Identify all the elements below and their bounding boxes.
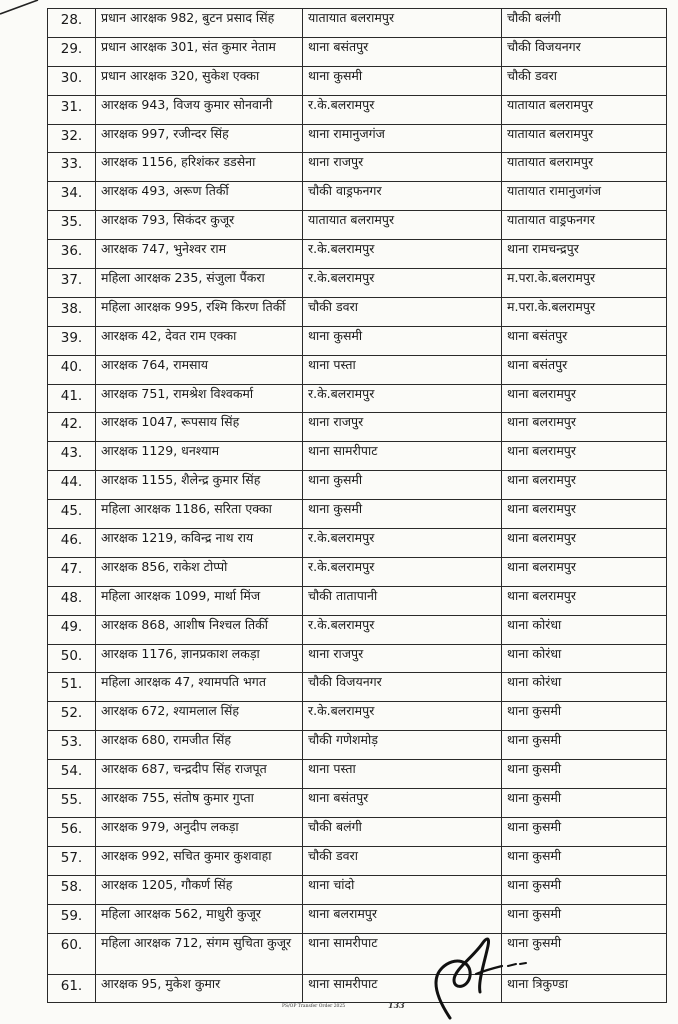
table-row bbox=[48, 153, 667, 182]
employee-name-cell: आरक्षक 755, संतोष कुमार गुप्ता bbox=[96, 789, 303, 818]
table-row bbox=[48, 66, 667, 95]
employee-name-cell: आरक्षक 1047, रूपसाय सिंह bbox=[96, 413, 303, 442]
from-post-cell: चौकी डवरा bbox=[303, 297, 502, 326]
from-post-cell: थाना कुसमी bbox=[303, 500, 502, 529]
serial-number-cell: 32. bbox=[48, 124, 96, 153]
serial-number-cell: 41. bbox=[48, 384, 96, 413]
serial-number-cell: 36. bbox=[48, 240, 96, 269]
serial-number-cell: 55. bbox=[48, 789, 96, 818]
table-row bbox=[48, 500, 667, 529]
from-post-cell: थाना बसंतपुर bbox=[303, 37, 502, 66]
to-post-cell: थाना कुसमी bbox=[502, 817, 667, 846]
serial-number-cell: 50. bbox=[48, 644, 96, 673]
serial-number-cell: 54. bbox=[48, 760, 96, 789]
serial-number-cell: 34. bbox=[48, 182, 96, 211]
table-row bbox=[48, 846, 667, 875]
to-post-cell: थाना रामचन्द्रपुर bbox=[502, 240, 667, 269]
serial-number-cell: 49. bbox=[48, 615, 96, 644]
to-post-cell: थाना कोरंधा bbox=[502, 673, 667, 702]
employee-name-cell: आरक्षक 793, सिकंदर कुजूर bbox=[96, 211, 303, 240]
employee-name-cell: महिला आरक्षक 995, रश्मि किरण तिर्की bbox=[96, 297, 303, 326]
serial-number-cell: 45. bbox=[48, 500, 96, 529]
from-post-cell: थाना पस्ता bbox=[303, 760, 502, 789]
employee-name-cell: आरक्षक 997, रजीन्दर सिंह bbox=[96, 124, 303, 153]
employee-name-cell: प्रधान आरक्षक 301, संत कुमार नेताम bbox=[96, 37, 303, 66]
employee-name-cell: आरक्षक 747, भुनेश्वर राम bbox=[96, 240, 303, 269]
serial-number-cell: 53. bbox=[48, 731, 96, 760]
serial-number-cell: 46. bbox=[48, 529, 96, 558]
transfer-table-body bbox=[48, 9, 667, 1003]
employee-name-cell: आरक्षक 1155, शैलेन्द्र कुमार सिंह bbox=[96, 471, 303, 500]
to-post-cell: म.परा.के.बलरामपुर bbox=[502, 297, 667, 326]
from-post-cell: थाना राजपुर bbox=[303, 153, 502, 182]
serial-number-cell: 43. bbox=[48, 442, 96, 471]
from-post-cell: थाना बलरामपुर bbox=[303, 904, 502, 933]
to-post-cell: यातायात वाड्रफनगर bbox=[502, 211, 667, 240]
table-row bbox=[48, 615, 667, 644]
employee-name-cell: आरक्षक 943, विजय कुमार सोनवानी bbox=[96, 95, 303, 124]
from-post-cell: चौकी गणेशमोड़ bbox=[303, 731, 502, 760]
to-post-cell: थाना कुसमी bbox=[502, 789, 667, 818]
from-post-cell: थाना कुसमी bbox=[303, 326, 502, 355]
table-row bbox=[48, 974, 667, 1003]
employee-name-cell: आरक्षक 1219, कविन्द्र नाथ राय bbox=[96, 529, 303, 558]
serial-number-cell: 33. bbox=[48, 153, 96, 182]
to-post-cell: थाना कुसमी bbox=[502, 702, 667, 731]
serial-number-cell: 38. bbox=[48, 297, 96, 326]
to-post-cell: थाना कुसमी bbox=[502, 933, 667, 974]
to-post-cell: थाना कुसमी bbox=[502, 731, 667, 760]
from-post-cell: चौकी वाड्रफनगर bbox=[303, 182, 502, 211]
employee-name-cell: आरक्षक 1205, गौकर्ण सिंह bbox=[96, 875, 303, 904]
employee-name-cell: प्रधान आरक्षक 982, बुटन प्रसाद सिंह bbox=[96, 9, 303, 38]
serial-number-cell: 51. bbox=[48, 673, 96, 702]
from-post-cell: थाना सामरीपाट bbox=[303, 933, 502, 974]
from-post-cell: र.के.बलरामपुर bbox=[303, 269, 502, 298]
table-row bbox=[48, 384, 667, 413]
to-post-cell: चौकी बलंगी bbox=[502, 9, 667, 38]
employee-name-cell: आरक्षक 95, मुकेश कुमार bbox=[96, 974, 303, 1003]
table-row bbox=[48, 95, 667, 124]
from-post-cell: चौकी बलंगी bbox=[303, 817, 502, 846]
serial-number-cell: 39. bbox=[48, 326, 96, 355]
from-post-cell: थाना पस्ता bbox=[303, 355, 502, 384]
from-post-cell: थाना चांदो bbox=[303, 875, 502, 904]
to-post-cell: यातायात बलरामपुर bbox=[502, 153, 667, 182]
employee-name-cell: आरक्षक 868, आशीष निश्चल तिर्की bbox=[96, 615, 303, 644]
transfer-table bbox=[47, 8, 667, 1003]
to-post-cell: थाना कुसमी bbox=[502, 875, 667, 904]
serial-number-cell: 31. bbox=[48, 95, 96, 124]
employee-name-cell: आरक्षक 42, देवत राम एक्का bbox=[96, 326, 303, 355]
to-post-cell: थाना कुसमी bbox=[502, 904, 667, 933]
table-row bbox=[48, 760, 667, 789]
from-post-cell: र.के.बलरामपुर bbox=[303, 384, 502, 413]
employee-name-cell: महिला आरक्षक 712, संगम सुचिता कुजूर bbox=[96, 933, 303, 974]
to-post-cell: थाना बलरामपुर bbox=[502, 586, 667, 615]
employee-name-cell: आरक्षक 493, अरूण तिर्की bbox=[96, 182, 303, 211]
to-post-cell: चौकी विजयनगर bbox=[502, 37, 667, 66]
serial-number-cell: 59. bbox=[48, 904, 96, 933]
table-row bbox=[48, 9, 667, 38]
from-post-cell: यातायात बलरामपुर bbox=[303, 9, 502, 38]
to-post-cell: थाना त्रिकुण्डा bbox=[502, 974, 667, 1003]
employee-name-cell: आरक्षक 856, राकेश टोप्पो bbox=[96, 557, 303, 586]
employee-name-cell: आरक्षक 764, रामसाय bbox=[96, 355, 303, 384]
serial-number-cell: 60. bbox=[48, 933, 96, 974]
from-post-cell: यातायात बलरामपुर bbox=[303, 211, 502, 240]
table-row bbox=[48, 37, 667, 66]
employee-name-cell: आरक्षक 672, श्यामलाल सिंह bbox=[96, 702, 303, 731]
from-post-cell: चौकी विजयनगर bbox=[303, 673, 502, 702]
serial-number-cell: 42. bbox=[48, 413, 96, 442]
to-post-cell: थाना कोरंधा bbox=[502, 615, 667, 644]
employee-name-cell: आरक्षक 1176, ज्ञानप्रकाश लकड़ा bbox=[96, 644, 303, 673]
table-row bbox=[48, 904, 667, 933]
table-row bbox=[48, 875, 667, 904]
from-post-cell: थाना सामरीपाट bbox=[303, 442, 502, 471]
from-post-cell: थाना कुसमी bbox=[303, 66, 502, 95]
table-row bbox=[48, 413, 667, 442]
to-post-cell: थाना कुसमी bbox=[502, 760, 667, 789]
table-row bbox=[48, 673, 667, 702]
from-post-cell: र.के.बलरामपुर bbox=[303, 702, 502, 731]
to-post-cell: थाना बलरामपुर bbox=[502, 471, 667, 500]
from-post-cell: चौकी तातापानी bbox=[303, 586, 502, 615]
serial-number-cell: 56. bbox=[48, 817, 96, 846]
table-row bbox=[48, 182, 667, 211]
table-row bbox=[48, 326, 667, 355]
employee-name-cell: आरक्षक 687, चन्द्रदीप सिंह राजपूत bbox=[96, 760, 303, 789]
serial-number-cell: 29. bbox=[48, 37, 96, 66]
table-row bbox=[48, 817, 667, 846]
serial-number-cell: 52. bbox=[48, 702, 96, 731]
employee-name-cell: महिला आरक्षक 1186, सरिता एक्का bbox=[96, 500, 303, 529]
employee-name-cell: आरक्षक 979, अनुदीप लकड़ा bbox=[96, 817, 303, 846]
from-post-cell: चौकी डवरा bbox=[303, 846, 502, 875]
table-row bbox=[48, 702, 667, 731]
serial-number-cell: 58. bbox=[48, 875, 96, 904]
employee-name-cell: आरक्षक 751, रामश्रेश विश्वकर्मा bbox=[96, 384, 303, 413]
employee-name-cell: आरक्षक 992, सचित कुमार कुशवाहा bbox=[96, 846, 303, 875]
serial-number-cell: 61. bbox=[48, 974, 96, 1003]
table-row bbox=[48, 789, 667, 818]
to-post-cell: चौकी डवरा bbox=[502, 66, 667, 95]
serial-number-cell: 44. bbox=[48, 471, 96, 500]
table-row bbox=[48, 731, 667, 760]
serial-number-cell: 28. bbox=[48, 9, 96, 38]
table-row bbox=[48, 211, 667, 240]
to-post-cell: थाना बसंतपुर bbox=[502, 355, 667, 384]
serial-number-cell: 37. bbox=[48, 269, 96, 298]
to-post-cell: थाना बसंतपुर bbox=[502, 326, 667, 355]
serial-number-cell: 48. bbox=[48, 586, 96, 615]
to-post-cell: थाना कुसमी bbox=[502, 846, 667, 875]
employee-name-cell: महिला आरक्षक 1099, मार्था मिंज bbox=[96, 586, 303, 615]
employee-name-cell: महिला आरक्षक 47, श्यामपति भगत bbox=[96, 673, 303, 702]
employee-name-cell: महिला आरक्षक 235, संजुला पैंकरा bbox=[96, 269, 303, 298]
from-post-cell: र.के.बलरामपुर bbox=[303, 529, 502, 558]
from-post-cell: र.के.बलरामपुर bbox=[303, 95, 502, 124]
table-row bbox=[48, 240, 667, 269]
employee-name-cell: आरक्षक 1129, धनश्याम bbox=[96, 442, 303, 471]
serial-number-cell: 35. bbox=[48, 211, 96, 240]
serial-number-cell: 30. bbox=[48, 66, 96, 95]
to-post-cell: थाना बलरामपुर bbox=[502, 413, 667, 442]
to-post-cell: थाना बलरामपुर bbox=[502, 529, 667, 558]
from-post-cell: थाना सामरीपाट bbox=[303, 974, 502, 1003]
table-row bbox=[48, 529, 667, 558]
table-row bbox=[48, 442, 667, 471]
to-post-cell: थाना बलरामपुर bbox=[502, 500, 667, 529]
serial-number-cell: 57. bbox=[48, 846, 96, 875]
to-post-cell: थाना बलरामपुर bbox=[502, 557, 667, 586]
from-post-cell: र.के.बलरामपुर bbox=[303, 557, 502, 586]
table-row bbox=[48, 586, 667, 615]
signature bbox=[420, 930, 530, 1020]
footer-text: PS/OP Transfer Order 2025 bbox=[282, 1004, 346, 1009]
from-post-cell: थाना राजपुर bbox=[303, 644, 502, 673]
table-row bbox=[48, 644, 667, 673]
to-post-cell: यातायात रामानुजगंज bbox=[502, 182, 667, 211]
table-row bbox=[48, 124, 667, 153]
employee-name-cell: महिला आरक्षक 562, माधुरी कुजूर bbox=[96, 904, 303, 933]
table-row bbox=[48, 557, 667, 586]
to-post-cell: यातायात बलरामपुर bbox=[502, 95, 667, 124]
to-post-cell: थाना बलरामपुर bbox=[502, 442, 667, 471]
table-row bbox=[48, 471, 667, 500]
table-row bbox=[48, 269, 667, 298]
to-post-cell: थाना बलरामपुर bbox=[502, 384, 667, 413]
from-post-cell: थाना रामानुजगंज bbox=[303, 124, 502, 153]
from-post-cell: थाना कुसमी bbox=[303, 471, 502, 500]
from-post-cell: र.के.बलरामपुर bbox=[303, 615, 502, 644]
page-number: 133 bbox=[388, 1000, 405, 1010]
serial-number-cell: 40. bbox=[48, 355, 96, 384]
employee-name-cell: प्रधान आरक्षक 320, सुकेश एक्का bbox=[96, 66, 303, 95]
to-post-cell: म.परा.के.बलरामपुर bbox=[502, 269, 667, 298]
from-post-cell: र.के.बलरामपुर bbox=[303, 240, 502, 269]
to-post-cell: थाना कोरंधा bbox=[502, 644, 667, 673]
to-post-cell: यातायात बलरामपुर bbox=[502, 124, 667, 153]
from-post-cell: थाना बसंतपुर bbox=[303, 789, 502, 818]
employee-name-cell: आरक्षक 1156, हरिशंकर डडसेना bbox=[96, 153, 303, 182]
table-row bbox=[48, 297, 667, 326]
from-post-cell: थाना राजपुर bbox=[303, 413, 502, 442]
corner-stroke-mark bbox=[0, 0, 40, 20]
table-row bbox=[48, 355, 667, 384]
table-row bbox=[48, 933, 667, 974]
serial-number-cell: 47. bbox=[48, 557, 96, 586]
employee-name-cell: आरक्षक 680, रामजीत सिंह bbox=[96, 731, 303, 760]
